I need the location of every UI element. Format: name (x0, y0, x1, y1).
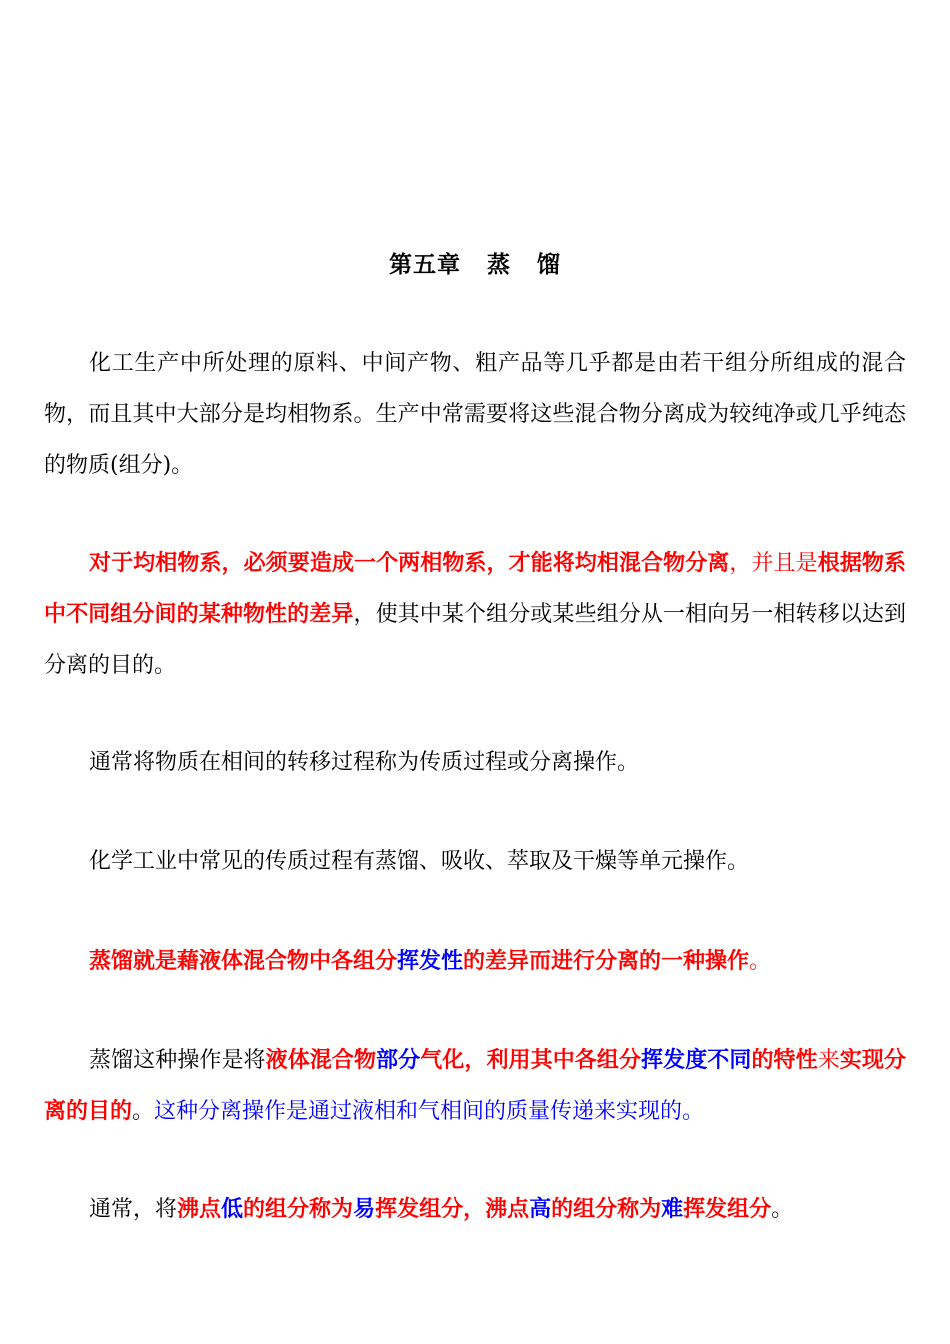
paragraph-unit-operations (44, 836, 906, 887)
definition-part-1: 蒸馏就是藉液体混合物中各组分 (89, 948, 398, 974)
keyword-low: 低 (221, 1196, 244, 1222)
highlight-two-phase: 对于均相物系，必须要造成一个两相物系，才能将均相混合物分离 (89, 550, 730, 576)
volatile-mid-3: 的组分称为 (551, 1196, 662, 1222)
volatile-mid-2: 挥发组分，沸点 (375, 1196, 530, 1222)
paragraph-distillation-definition (44, 936, 906, 987)
paragraph-intro (44, 338, 906, 491)
chapter-number: 第五章 (389, 251, 461, 278)
paragraph-mass-transfer (44, 737, 906, 788)
principle-mass-transfer: 这种分离操作是通过液相和气相间的质量传递来实现的。 (154, 1099, 705, 1124)
paragraph-unit-operations-text: 化学工业中常见的传质过程有蒸馏、吸收、萃取及干燥等单元操作。 (89, 849, 750, 874)
volatile-mid-1: 的组分称为 (243, 1196, 354, 1222)
keyword-volatility: 挥发性 (397, 948, 464, 974)
definition-period: 。 (749, 949, 772, 974)
title-char-1: 蒸 (487, 251, 511, 278)
volatile-period: 。 (771, 1197, 794, 1222)
highlight-property-difference: 根据物系中不同组分间的某种物性的差异 (44, 550, 906, 627)
principle-period: 。 (132, 1099, 155, 1124)
volatile-lead: 通常，将 (89, 1197, 178, 1222)
principle-vaporize: 气化，利用其中各组分 (420, 1047, 642, 1073)
principle-property: 的特性 (751, 1047, 818, 1073)
volatile-tail: 挥发组分 (683, 1196, 772, 1222)
paragraph-homogeneous (44, 538, 906, 691)
paragraph-distillation-principle (44, 1035, 906, 1137)
keyword-easy: 易 (353, 1196, 376, 1222)
paragraph-mass-transfer-text: 通常将物质在相间的转移过程称为传质过程或分离操作。 (89, 750, 640, 775)
connector-text: ，并且是 (729, 551, 818, 576)
principle-purpose: 实现分离的目的 (44, 1047, 906, 1124)
keyword-hard: 难 (661, 1196, 684, 1222)
paragraph-volatile-components (44, 1184, 906, 1235)
title-char-2: 馏 (537, 251, 561, 278)
paragraph-homogeneous-tail: ，使其中某个组分或某些组分从一相向另一相转移以达到分离的目的。 (44, 602, 906, 678)
keyword-high: 高 (529, 1196, 552, 1222)
keyword-volatility-differ: 挥发度不同 (641, 1047, 752, 1073)
paragraph-intro-text: 化工生产中所处理的原料、中间产物、粗产品等几乎都是由若干组分所组成的混合物，而且其中大部分是均相物系。生产中常需要将这些混合物分离成为较纯净或几乎纯态的物质(组分)。 (44, 351, 906, 478)
keyword-partial: 部分 (376, 1047, 421, 1073)
keyword-liquid-mixture: 液体混合物 (265, 1047, 377, 1073)
principle-lead: 蒸馏这种操作是将 (89, 1048, 266, 1073)
principle-connector: 来 (817, 1048, 840, 1073)
definition-part-2: 的差异而进行分离的一种操作 (463, 948, 750, 974)
chapter-title (0, 246, 950, 279)
keyword-boiling-point: 沸点 (177, 1196, 222, 1222)
